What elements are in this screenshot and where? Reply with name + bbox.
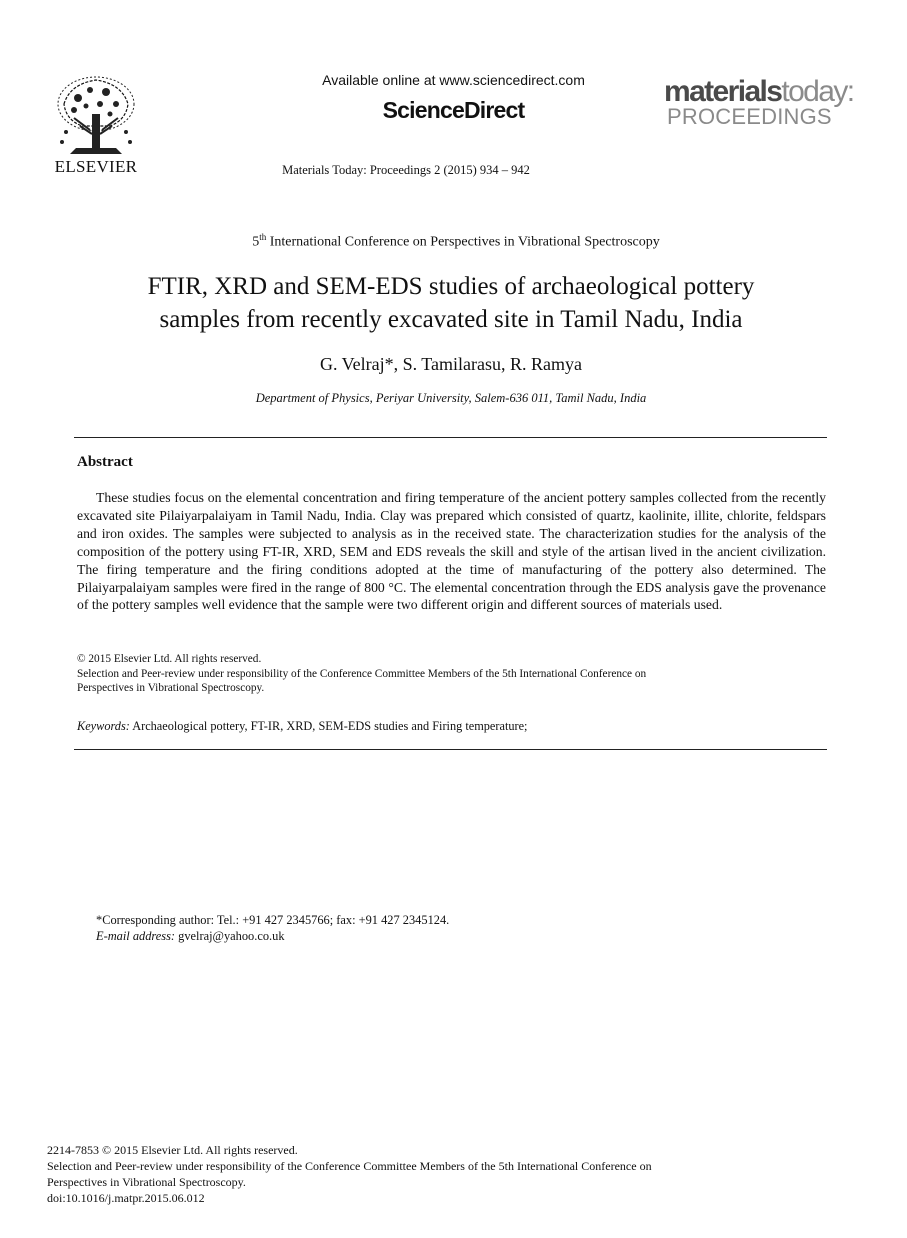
authors: G. Velraj*, S. Tamilarasu, R. Ramya: [319, 354, 583, 374]
email-line: [96, 928, 449, 944]
conference-ordinal: 5: [252, 234, 260, 250]
peer-review-line: Selection and Peer-review under responsibility of the Conference Committee Members of the 5th International Conference on Perspectives in Vibrational Spectroscopy.: [77, 667, 647, 694]
materials-today-logo: [664, 77, 853, 107]
bottom-divider: [74, 749, 827, 750]
affiliation: Department of Physics, Periyar University, Salem-636 011, Tamil Nadu, India: [255, 391, 647, 405]
paper-title: [60, 270, 842, 336]
copyright-notice: [77, 652, 697, 696]
elsevier-wordmark: ELSEVIER: [54, 157, 138, 176]
brand-bold: materials: [664, 75, 782, 108]
email-label: E-mail address:: [96, 929, 176, 943]
proceedings-wordmark: PROCEEDINGS: [667, 104, 832, 129]
doi-link[interactable]: doi:10.1016/j.matpr.2015.06.012: [47, 1191, 205, 1205]
top-divider: [74, 437, 827, 438]
corresponding-author: [96, 912, 449, 944]
conference-title: International Conference on Perspectives in Vibrational Spectroscopy: [266, 234, 660, 250]
keywords: [77, 719, 527, 734]
title-line-2: samples from recently excavated site in Tamil Nadu, India: [159, 306, 743, 333]
journal-citation: Materials Today: Proceedings 2 (2015) 934 – 942: [282, 163, 530, 177]
copyright-line: © 2015 Elsevier Ltd. All rights reserved.: [77, 653, 262, 665]
footer-peer-review: Selection and Peer-review under responsibility of the Conference Committee Members of the 5th International Conference on Perspectives in Vibrational Spectroscopy.: [47, 1159, 652, 1189]
abstract-body: These studies focus on the elemental concentration and firing temperature of the ancient pottery samples collected from the recently excavated site Pilaiyarpalaiyam in Tamil Nadu, India. Clay was prepared which consisted of quartz, kaolinite, illite, chlorite, feldspars and iron oxides. The samples were subjected to analysis as in the received state. The characterization studies for the analysis of the composition of the pottery using FT-IR, XRD, SEM and EDS reveals the skill and style of the artisan lived in the ancient civilization. The firing temperature and the firing conditions adopted at the time of manufacturing of the pottery also determined. The Pilaiyarpalaiyam samples were fired in the range of 800 °C. The elemental concentration through the EDS analysis gave the provenance of the pottery samples well evidence that the sample were two different origin and different sources of materials used.: [77, 490, 826, 613]
keywords-label: Keywords:: [77, 719, 130, 733]
issn-line: 2214-7853 © 2015 Elsevier Ltd. All rights reserved.: [47, 1143, 298, 1157]
email-address[interactable]: gvelraj@yahoo.co.uk: [175, 929, 285, 943]
keywords-text: Archaeological pottery, FT-IR, XRD, SEM-EDS studies and Firing temperature;: [129, 719, 528, 733]
available-online-text: Available online at www.sciencedirect.com: [322, 72, 585, 88]
conference-ordinal-suffix: th: [259, 232, 267, 242]
brand-light: today:: [781, 75, 854, 108]
page-footer: [47, 1142, 697, 1206]
abstract-heading: Abstract: [77, 454, 133, 470]
corresponding-contact: *Corresponding author: Tel.: +91 427 2345766; fax: +91 427 2345124.: [96, 913, 450, 927]
sciencedirect-wordmark: ScienceDirect: [382, 97, 525, 123]
title-line-1: FTIR, XRD and SEM-EDS studies of archaeological pottery: [147, 273, 755, 300]
conference-name: [0, 232, 907, 251]
